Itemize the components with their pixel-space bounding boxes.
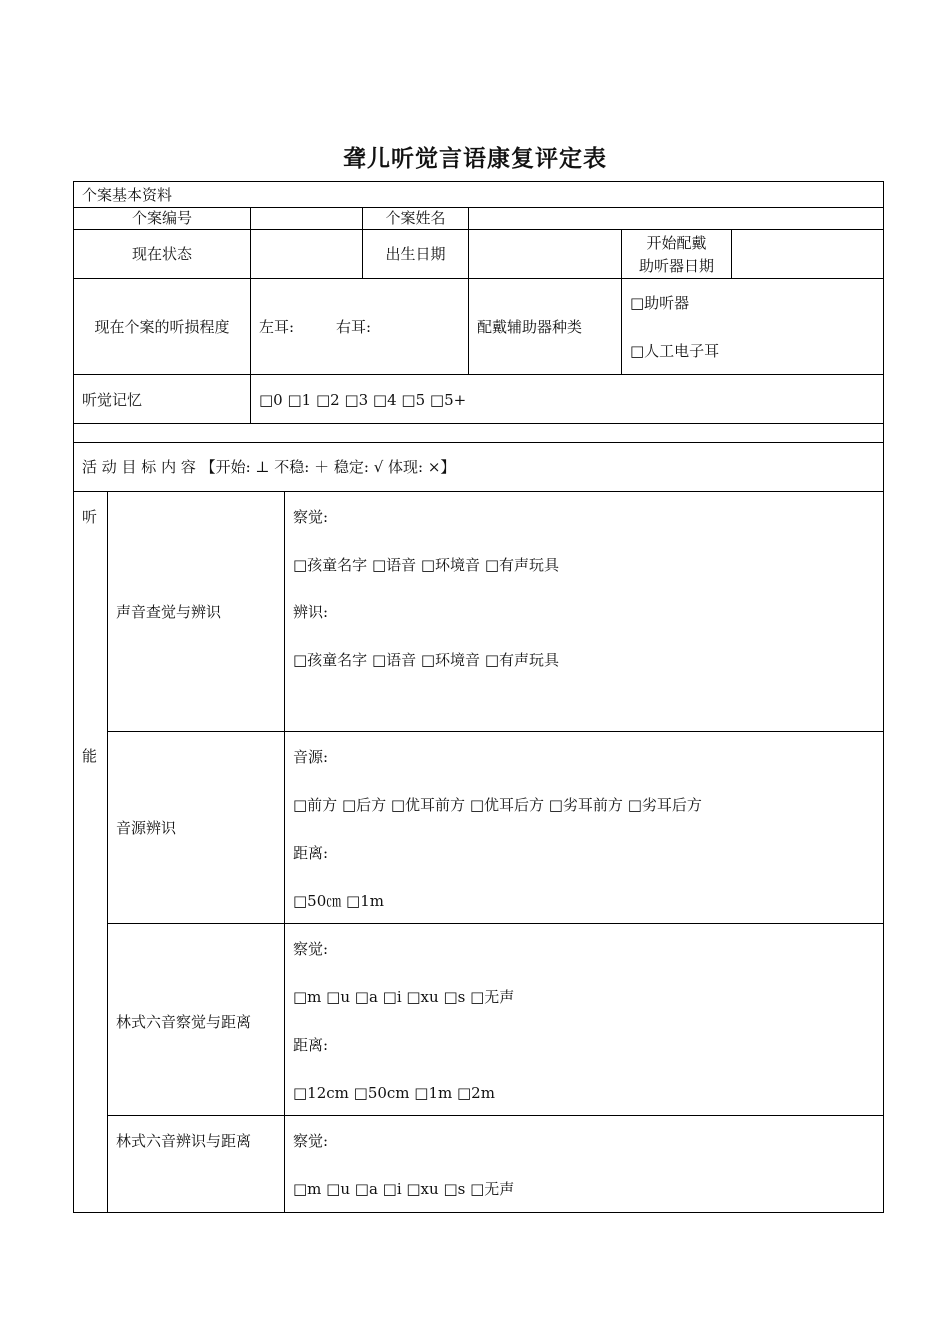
skill-options[interactable]: □m □u □a □i □xu □s □无声 xyxy=(293,1180,515,1198)
aid-option-hearing-aid[interactable]: □助听器 xyxy=(630,294,690,312)
rule-skill-2 xyxy=(107,923,884,924)
skill-label-sound-detection: 声音查觉与辨识 xyxy=(116,603,222,621)
aid-start-field[interactable] xyxy=(732,230,883,278)
aid-start-label-line2: 助听器日期 xyxy=(638,257,714,275)
rule-skill-3 xyxy=(107,1115,884,1116)
aid-option-cochlear-implant[interactable]: □人工电子耳 xyxy=(630,342,720,360)
rule-3 xyxy=(73,278,884,279)
skill-options[interactable]: □50㎝ □1m xyxy=(293,892,384,910)
rule-skill-1 xyxy=(107,731,884,732)
vertical-label-char-2: 能 xyxy=(82,747,98,765)
skill-line: 距离: xyxy=(293,1036,329,1054)
table-border-right xyxy=(883,181,884,1213)
skill-options[interactable]: □m □u □a □i □xu □s □无声 xyxy=(293,988,515,1006)
skill-options[interactable]: □孩童名字 □语音 □环境音 □有声玩具 xyxy=(293,556,559,574)
right-ear-label[interactable]: 右耳: xyxy=(336,318,372,336)
skill-line: 察觉: xyxy=(293,508,329,526)
skill-label-ling-identification: 林式六音辨识与距离 xyxy=(116,1132,252,1150)
rule-7 xyxy=(73,491,884,492)
activity-header: 活 动 目 标 内 容 【开始: ⊥ 不稳: ＋ 稳定: √ 体现: ×】 xyxy=(82,458,456,476)
skill-options[interactable]: □12cm □50cm □1m □2m xyxy=(293,1084,495,1102)
skill-line: 辨识: xyxy=(293,603,329,621)
rule-bottom xyxy=(73,1212,884,1213)
col-divider-skill-content xyxy=(284,491,285,1212)
rule-4 xyxy=(73,374,884,375)
rule-5 xyxy=(73,423,884,424)
skill-options[interactable]: □前方 □后方 □优耳前方 □优耳后方 □劣耳前方 □劣耳后方 xyxy=(293,796,702,814)
hearing-loss-label: 现在个案的听损程度 xyxy=(94,318,230,336)
section-label-basic: 个案基本资料 xyxy=(82,186,173,204)
col-divider-vertical-label xyxy=(107,491,108,1212)
memory-label: 听觉记忆 xyxy=(82,391,143,409)
aid-type-label: 配戴辅助器种类 xyxy=(477,318,583,336)
skill-line: 音源: xyxy=(293,748,329,766)
status-label: 现在状态 xyxy=(131,245,192,263)
case-number-label: 个案编号 xyxy=(131,209,192,227)
rule-top xyxy=(73,181,884,182)
left-ear-label[interactable]: 左耳: xyxy=(259,318,295,336)
skill-options[interactable]: □孩童名字 □语音 □环境音 □有声玩具 xyxy=(293,651,559,669)
skill-label-ling-detection: 林式六音察觉与距离 xyxy=(116,1013,252,1031)
case-number-field[interactable] xyxy=(251,208,362,229)
birth-date-field[interactable] xyxy=(469,230,621,278)
vertical-label-char-1: 听 xyxy=(82,508,98,526)
birth-date-label: 出生日期 xyxy=(385,245,446,263)
form-title: 聋儿听觉言语康复评定表 xyxy=(343,145,607,172)
skill-line: 距离: xyxy=(293,844,329,862)
memory-options[interactable]: □0 □1 □2 □3 □4 □5 □5+ xyxy=(259,391,467,409)
skill-line: 察觉: xyxy=(293,1132,329,1150)
skill-line: 察觉: xyxy=(293,940,329,958)
status-field[interactable] xyxy=(251,230,362,278)
rule-6 xyxy=(73,442,884,443)
skill-label-sound-source: 音源辨识 xyxy=(116,819,177,837)
case-name-field[interactable] xyxy=(469,208,883,229)
aid-start-label-line1: 开始配戴 xyxy=(646,234,707,252)
case-name-label: 个案姓名 xyxy=(385,209,446,227)
